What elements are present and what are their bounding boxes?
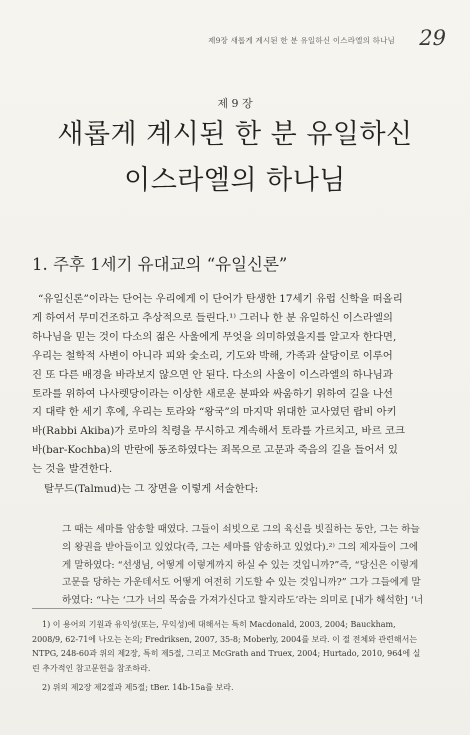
block-quote	[62, 521, 434, 610]
body-text	[32, 290, 434, 499]
footnote-1	[32, 618, 434, 676]
body-line: 진 또 다른 배경을 바라보지 않으면 안 된다. 다소의 사울이 이스라엘의 하나님과	[32, 368, 393, 381]
body-line: 게 하여서 무미건조하고 추상적으로 들린다.¹⁾ 그러나 한 분 유일하신 이스라엘의	[32, 311, 393, 324]
quote-line: 의 왕권을 받아들이고 있었다(즉, 그는 세마를 암송하고 있었다).²⁾ 그의 제자들이 그에	[62, 541, 419, 553]
body-line: 바(bar-Kochba)의 반란에 동조하였다는 죄목으로 고문과 죽음의 길을 들어서 있	[32, 444, 398, 457]
body-line: 바(Rabbi Akiba)가 로마의 칙령을 무시하고 계속해서 토라를 가르치고, 바르 코크	[32, 425, 405, 438]
footnote-line: 1) 이 용어의 기원과 유익성(또는, 무익성)에 대해서는 특히 Macdonald, 2003, 2004; Bauckham,	[42, 620, 396, 629]
body-line: 토라를 위하여 나사렛당이라는 이상한 새로운 분파와 싸움하기 위하여 길을 나선	[32, 387, 393, 400]
running-header: 제9장 새롭게 계시된 한 분 유일하신 이스라엘의 하나님	[208, 36, 395, 45]
footnote-2	[32, 681, 434, 696]
body-line: 는 것을 발견한다.	[32, 463, 113, 476]
chapter-label: 제 9 장	[217, 97, 253, 110]
footnote-line: NTPG, 248-60과 위의 제2장, 특히 제5절, 그리고 McGrath and Truex, 2004; Hurtado, 2010, 964에 실	[32, 649, 421, 659]
chapter-title-line-1: 새롭게 계시된 한 분 유일하신	[57, 119, 413, 150]
body-paragraph-talmud: 탈무드(Talmud)는 그 장면을 이렇게 서술한다:	[44, 483, 259, 496]
page-number: 29	[419, 26, 446, 50]
footnote-line: 2) 위의 제2장 제2절과 제5절; tBer. 14b-15a를 보라.	[42, 683, 234, 693]
body-line: 지 대략 한 세기 후에, 우리는 토라와 “왕국”의 마지막 위대한 교사였던 랍비 아키	[32, 406, 397, 419]
chapter-title	[0, 112, 470, 204]
footnotes	[32, 618, 434, 701]
footnote-line: 린 추가적인 참고문헌을 참조하라.	[32, 663, 151, 673]
section-heading: 1. 주후 1세기 유대교의 “유일신론”	[32, 255, 288, 274]
quote-line: 하였다: “나는 ‘그가 너의 목숨을 가져가신다고 할지라도’라는 의미로 [내가 해석한] ‘너	[62, 595, 424, 607]
body-line: 하나님을 믿는 것이 다소의 젊은 사울에게 무엇을 의미하였을지를 알고자 한다면,	[32, 330, 397, 343]
body-line: “유일신론”이라는 단어는 우리에게 이 단어가 탄생한 17세기 유럽 신학을 떠올리	[38, 293, 403, 305]
quote-line: 그 때는 세마를 암송할 때였다. 그들이 쇠빗으로 그의 육신을 빗질하는 동안, 그는 하늘	[62, 524, 420, 535]
quote-line: 게 말하였다: “선생님, 어떻게 이렇게까지 하실 수 있는 것입니까?”즉, “당신은 이렇게	[62, 559, 419, 571]
footnote-line: 2008/9, 62-71에 나오는 논의; Fredriksen, 2007, 35-8; Moberly, 2004를 보라. 이 절 전체와 관련해서는	[32, 634, 418, 644]
footnote-divider	[32, 608, 162, 609]
quote-line: 고문을 당하는 가운데서도 어떻게 여전히 기도할 수 있는 것입니까?” 그가 그들에게 말	[62, 577, 421, 589]
chapter-title-line-2: 이스라엘의 하나님	[124, 165, 346, 196]
body-line: 우리는 철학적 사변이 아니라 피와 숯소리, 기도와 박해, 가족과 살당이로 이루어	[32, 349, 393, 362]
